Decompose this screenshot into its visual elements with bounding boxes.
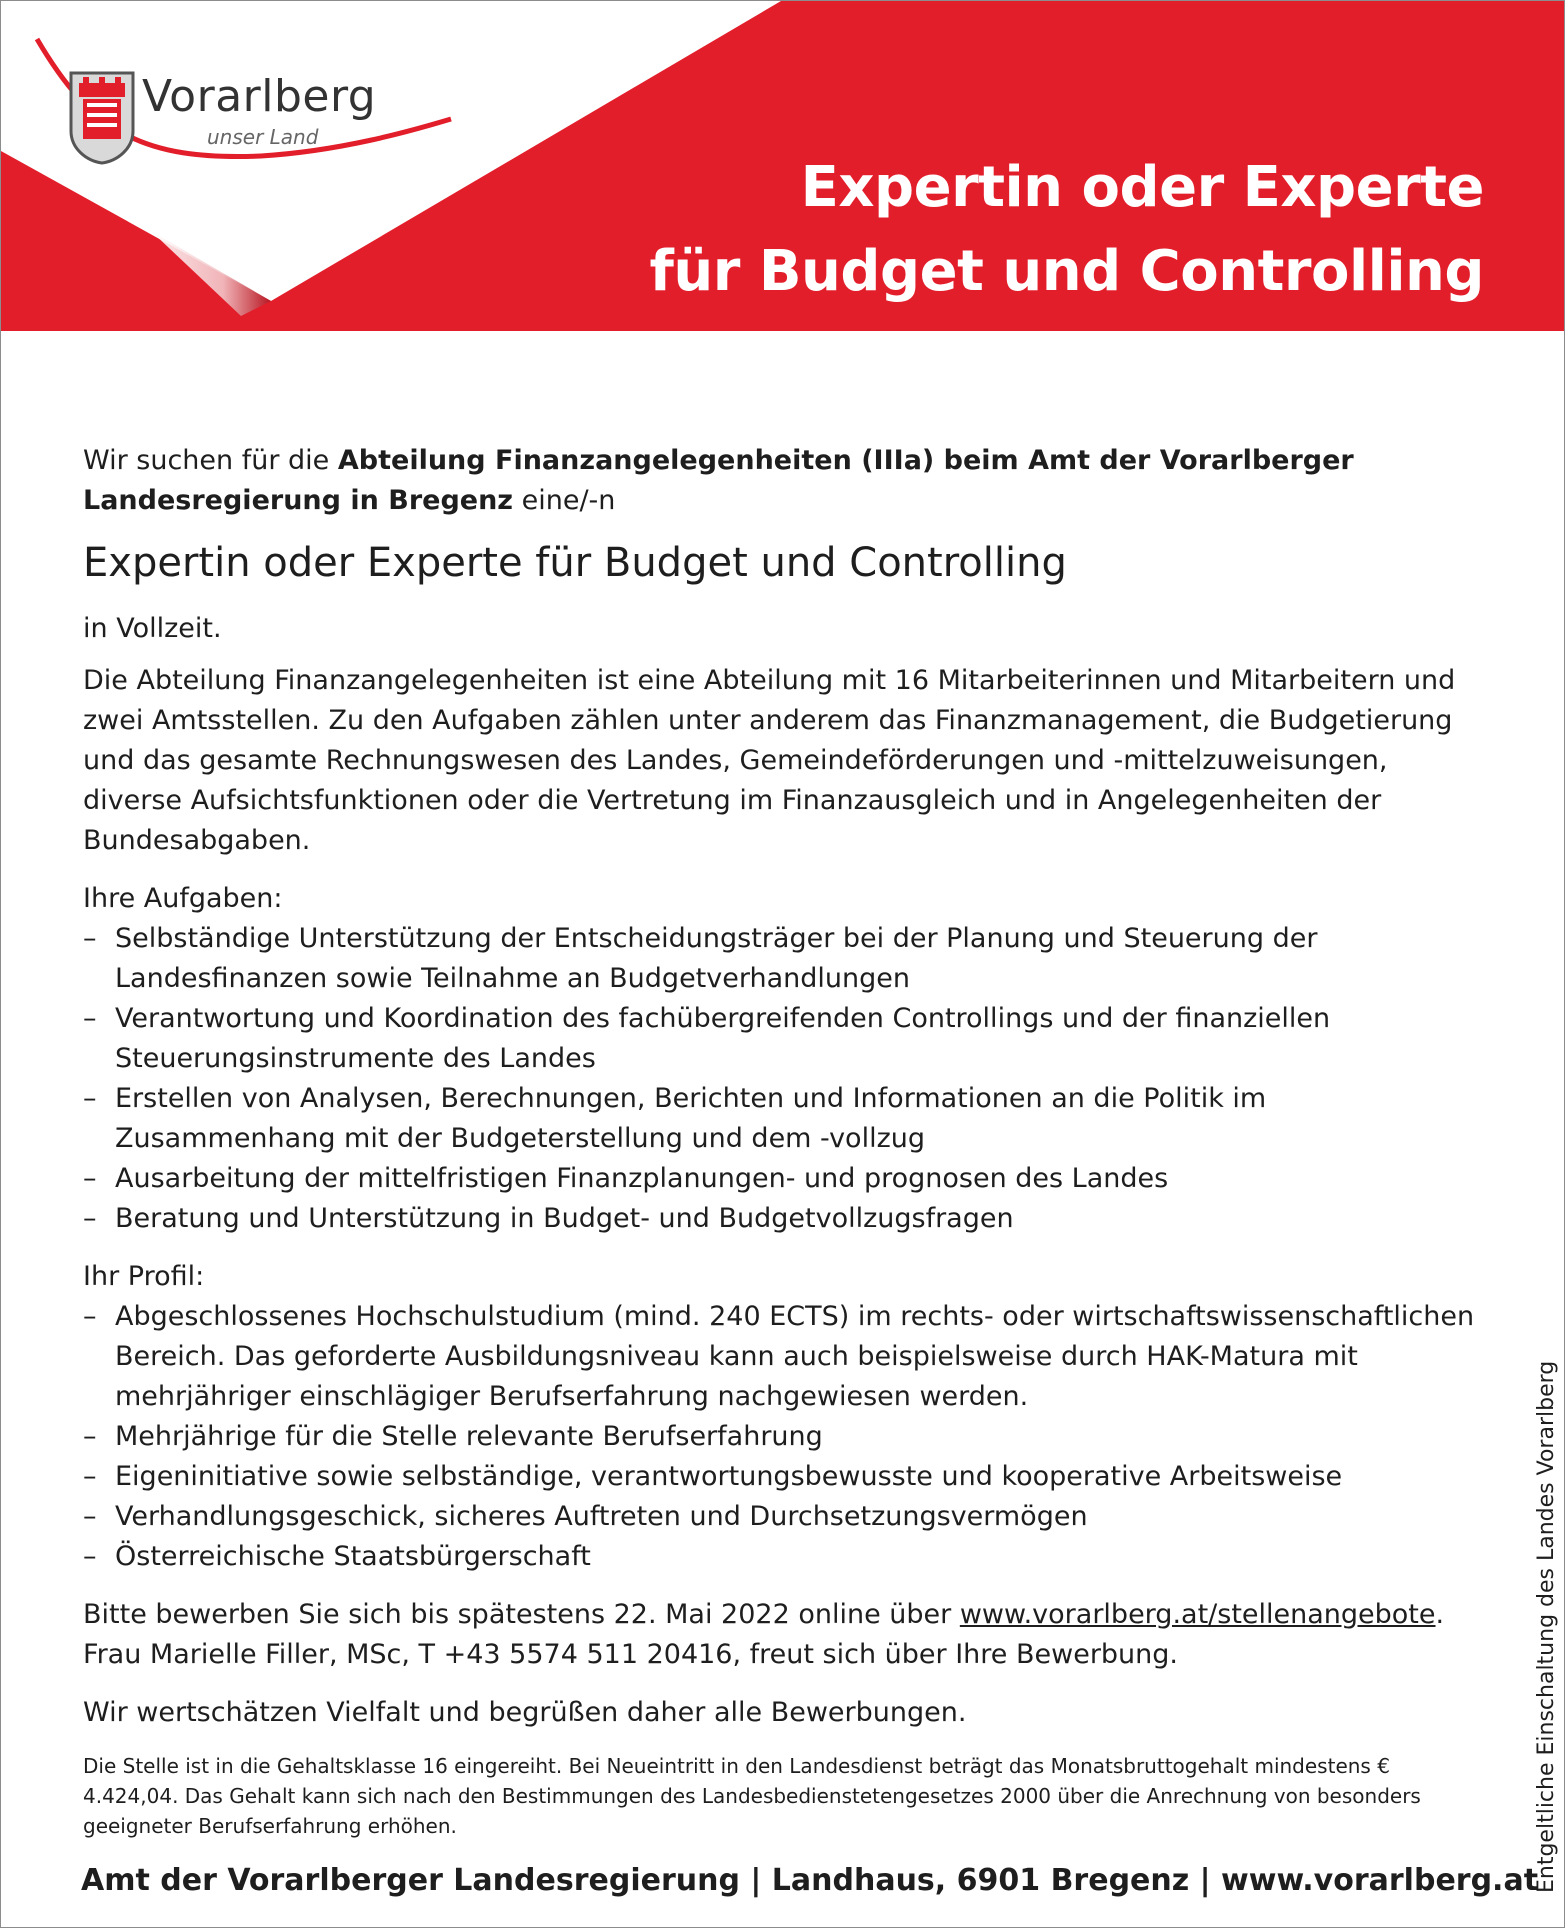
diversity-statement: Wir wertschätzen Vielfalt und begrüßen daher alle Bewerbungen. bbox=[83, 1697, 967, 1728]
intro-text: Wir suchen für die Abteilung Finanzangelegenheiten (IIIa) beim Amt der Vorarlberger Landesregierung in Bregenz eine/-n bbox=[83, 445, 1354, 516]
footer-address: Amt der Vorarlberger Landesregierung | Landhaus, 6901 Bregenz | www.vorarlberg.at bbox=[81, 1863, 1539, 1898]
contact-info: Frau Marielle Filler, MSc, T +43 5574 511 20416, freut sich über Ihre Bewerbung. bbox=[83, 1639, 1179, 1670]
list-item: – Mehrjährige für die Stelle relevante Berufserfahrung bbox=[83, 1417, 1483, 1457]
list-item: – Österreichische Staatsbürgerschaft bbox=[83, 1537, 1483, 1577]
list-item: – Beratung und Unterstützung in Budget- und Budgetvollzugsfragen bbox=[83, 1199, 1483, 1239]
title-line-1: Expertin oder Experte bbox=[800, 155, 1484, 220]
coat-of-arms-icon bbox=[67, 69, 137, 165]
job-title: Expertin oder Experte für Budget und Controlling bbox=[83, 540, 1067, 586]
tasks-heading: Ihre Aufgaben: bbox=[83, 883, 283, 914]
list-item: – Erstellen von Analysen, Berechnungen, Berichten und Informationen an die Politik im Zusammenhang mit der Budgeterstellung und dem -vollzug bbox=[83, 1079, 1483, 1159]
main-content bbox=[83, 441, 1483, 1841]
list-item: – Ausarbeitung der mittelfristigen Finanzplanungen- und prognosen des Landes bbox=[83, 1159, 1483, 1199]
header-banner bbox=[1, 1, 1564, 331]
salary-note: Die Stelle ist in die Gehaltsklasse 16 eingereiht. Bei Neueintritt in den Landesdienst beträgt das Monatsbruttogehalt mindestens € 4.424,04. Das Gehalt kann sich nach den Bestimmungen des Landesbedienstetengesetzes 2000 über die Anrechnung von besonders geeigneter Berufserfahrung erhöhen. bbox=[83, 1754, 1421, 1838]
employment-type: in Vollzeit. bbox=[83, 613, 222, 644]
logo-tagline: unser Land bbox=[207, 125, 319, 149]
profile-list bbox=[83, 1297, 1483, 1577]
job-offers-link[interactable]: www.vorarlberg.at/stellenangebote bbox=[959, 1599, 1436, 1630]
profile-heading: Ihr Profil: bbox=[83, 1261, 205, 1292]
title-line-2: für Budget und Controlling bbox=[649, 239, 1484, 304]
list-item: – Eigeninitiative sowie selbständige, verantwortungsbewusste und kooperative Arbeitsweise bbox=[83, 1457, 1483, 1497]
list-item: – Abgeschlossenes Hochschulstudium (mind. 240 ECTS) im rechts- oder wirtschaftswissenschaftlichen Bereich. Das geforderte Ausbildungsniveau kann auch beispielsweise durch HAK-Matura mit mehrjähriger einschlägiger Berufserfahrung nachgewiesen werden. bbox=[83, 1297, 1483, 1417]
tasks-list bbox=[83, 919, 1483, 1239]
logo-wordmark: Vorarlberg bbox=[142, 71, 377, 122]
list-item: – Verantwortung und Koordination des fachübergreifenden Controllings und der finanziellen Steuerungsinstrumente des Landes bbox=[83, 999, 1483, 1079]
vorarlberg-logo bbox=[67, 69, 427, 179]
application-info: Bitte bewerben Sie sich bis spätestens 22. Mai 2022 online über www.vorarlberg.at/stellenangebote. bbox=[83, 1599, 1445, 1630]
department-description: Die Abteilung Finanzangelegenheiten ist eine Abteilung mit 16 Mitarbeiterinnen und Mitarbeitern und zwei Amtsstellen. Zu den Aufgaben zählen unter anderem das Finanzmanagement, die Budgetierung und das gesamte Rechnungswesen des Landes, Gemeindeförderungen und -mittelzuweisungen, diverse Aufsichtsfunktionen oder die Vertretung im Finanzausgleich und in Angelegenheiten der Bundesabgaben. bbox=[83, 665, 1456, 856]
list-item: – Verhandlungsgeschick, sicheres Auftreten und Durchsetzungsvermögen bbox=[83, 1497, 1483, 1537]
page-title bbox=[650, 146, 1484, 314]
list-item: – Selbständige Unterstützung der Entscheidungsträger bei der Planung und Steuerung der Landesfinanzen sowie Teilnahme an Budgetverhandlungen bbox=[83, 919, 1483, 999]
side-disclaimer: Entgeltliche Einschaltung des Landes Vorarlberg bbox=[1534, 1360, 1559, 1893]
